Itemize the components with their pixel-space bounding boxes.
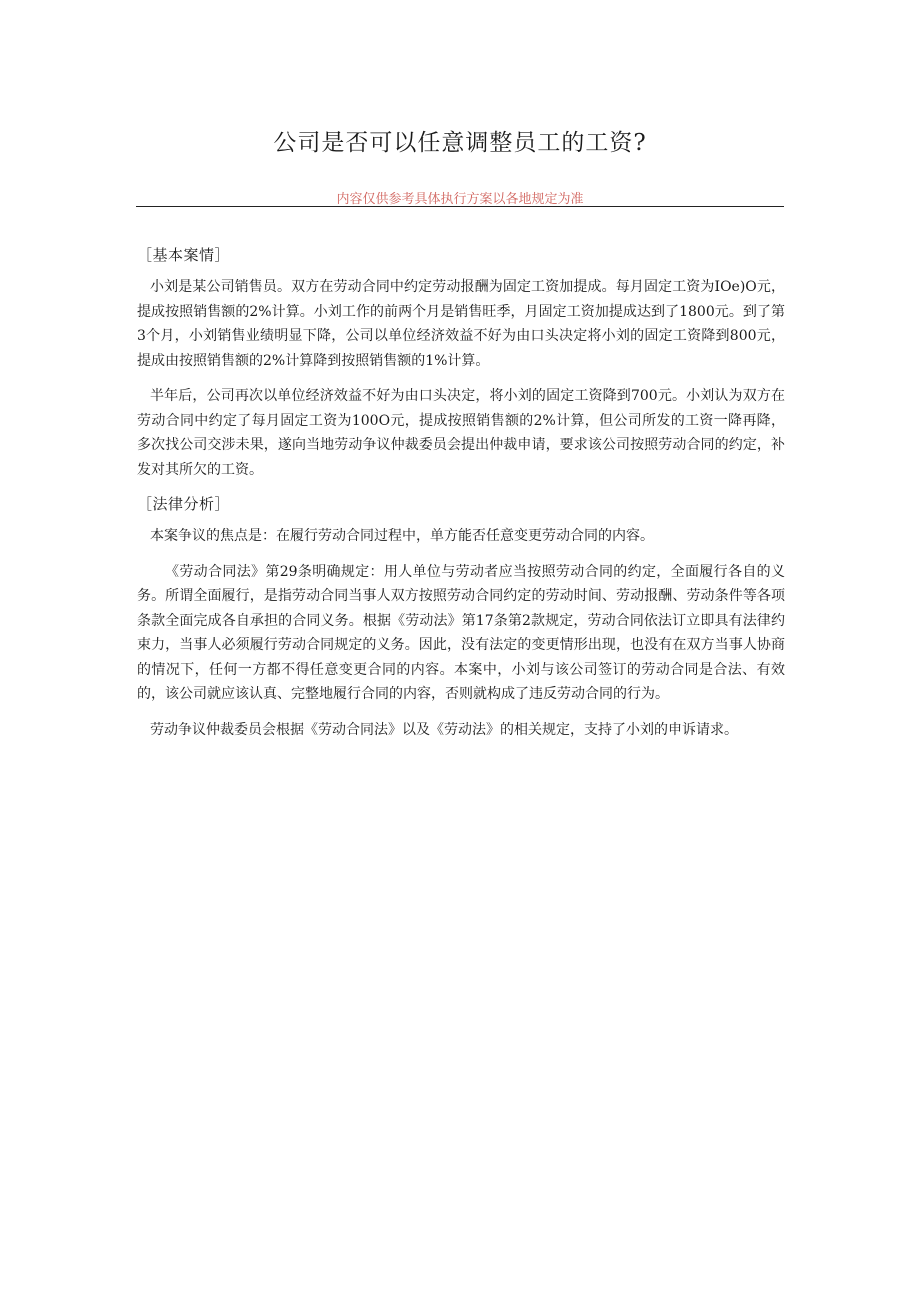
section-heading: ［法律分析］	[137, 495, 231, 513]
paragraph: 劳动争议仲裁委员会根据《劳动合同法》以及《劳动法》的相关规定，支持了小刘的申诉请求。	[150, 721, 738, 738]
paragraph: 小刘是某公司销售员。双方在劳动合同中约定劳动报酬为固定工资加提成。每月固定工资为IOe)O元，提成按照销售额的2%计算。小刘工作的前两个月是销售旺季，月固定工资加提成达到了1800元。到了第3个月，小刘销售业绩明显下降，公司以单位经济效益不好为由口头决定将小刘的固定工资降到800元，提成由按照销售额的2%计算降到按照销售额的1%计算。	[137, 279, 785, 369]
section-heading: ［基本案情］	[137, 246, 231, 264]
header-divider	[136, 206, 784, 207]
paragraph: 半年后，公司再次以单位经济效益不好为由口头决定，将小刘的固定工资降到700元。小刘认为双方在劳动合同中约定了每月固定工资为100O元，提成按照销售额的2%计算，但公司所发的工资一降再降，多次找公司交涉未果，遂向当地劳动争议仲裁委员会提出仲裁申请，要求该公司按照劳动合同的约定，补发对其所欠的工资。	[137, 388, 785, 478]
paragraph: 《劳动合同法》第29条明确规定：用人单位与劳动者应当按照劳动合同的约定，全面履行各自的义务。所谓全面履行，是指劳动合同当事人双方按照劳动合同约定的劳动时间、劳动报酬、劳动条件等各项条款全面完成各自承担的合同义务。根据《劳动法》第17条第2款规定，劳动合同依法订立即具有法律约束力，当事人必须履行劳动合同规定的义务。因此，没有法定的变更情形出现，也没有在双方当事人协商的情况下，任何一方都不得任意变更合同的内容。本案中，小刘与该公司签订的劳动合同是合法、有效的，该公司就应该认真、完整地履行合同的内容，否则就构成了违反劳动合同的行为。	[137, 563, 785, 702]
document-title: 公司是否可以任意调整员工的工资?	[273, 130, 647, 156]
section-legal-analysis	[137, 493, 785, 742]
document-body	[137, 244, 785, 753]
document-disclaimer: 内容仅供参考具体执行方案以各地规定为准	[336, 192, 584, 207]
section-case-facts	[137, 244, 785, 482]
paragraph: 本案争议的焦点是：在履行劳动合同过程中，单方能否任意变更劳动合同的内容。	[150, 528, 654, 544]
